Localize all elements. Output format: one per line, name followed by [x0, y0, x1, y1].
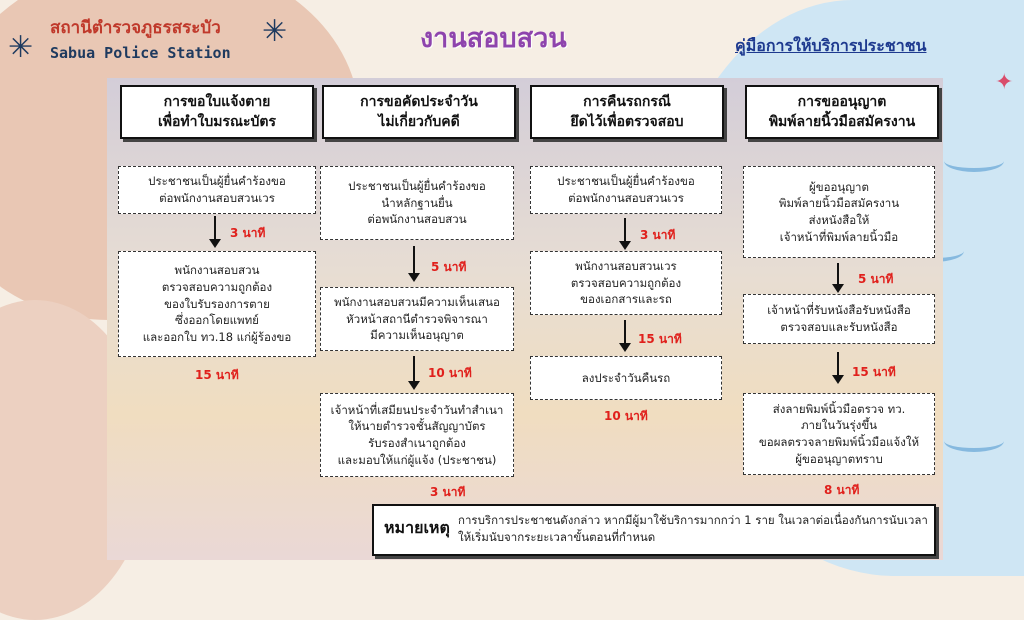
note-box [372, 504, 936, 556]
time-label: 15 นาที [638, 332, 682, 346]
time-label: 5 นาที [431, 260, 467, 274]
flow-step: เจ้าหน้าที่เสมียนประจำวันทำสำเนา ให้นายตำรวจชั้นสัญญาบัตร รับรองสำเนาถูกต้อง และมอบให้แก่ผู้แจ้ง (ประชาชน) [320, 393, 514, 477]
flow-arrow [837, 352, 839, 376]
flow-step: ส่งลายพิมพ์นิ้วมือตรวจ ทว. ภายในวันรุ่งขึ้น ขอผลตรวจลายพิมพ์นิ้วมือแจ้งให้ ผู้ขออนุญาตทราบ [743, 393, 935, 475]
wave-decoration [944, 150, 1004, 172]
time-label: 15 นาที [195, 368, 239, 382]
time-label: 3 นาที [430, 485, 466, 499]
sparkle-icon: ✳ [8, 30, 34, 65]
wave-decoration [944, 430, 1004, 452]
flow-arrow [837, 263, 839, 285]
sparkle-icon: ✳ [262, 14, 288, 49]
column-title: การขอใบแจ้งตาย เพื่อทำใบมรณะบัตร [120, 85, 314, 139]
flow-arrow [413, 246, 415, 274]
time-label: 15 นาที [852, 365, 896, 379]
time-label: 10 นาที [604, 409, 648, 423]
sparkle-icon: ✦ [995, 70, 1014, 95]
flow-step: ประชาชนเป็นผู้ยื่นคำร้องขอ นำหลักฐานยื่น ต่อพนักงานสอบสวน [320, 166, 514, 240]
time-label: 3 นาที [640, 228, 676, 242]
column-title: การขออนุญาต พิมพ์ลายนิ้วมือสมัครงาน [745, 85, 939, 139]
manual-title: คู่มือการให้บริการประชาชน [735, 36, 927, 55]
page-title: งานสอบสวน [420, 23, 567, 54]
note-label: หมายเหตุ [384, 518, 450, 537]
flow-step: พนักงานสอบสวน ตรวจสอบความถูกต้อง ของใบรับรองการตาย ซึ่งออกโดยแพทย์ และออกใบ ทว.18 แก่ผู้ร้องขอ [118, 251, 316, 357]
flow-arrow [413, 356, 415, 382]
flow-arrow [624, 218, 626, 242]
flow-arrow [214, 216, 216, 240]
flow-step: พนักงานสอบสวนมีความเห็นเสนอ หัวหน้าสถานีตำรวจพิจารณา มีความเห็นอนุญาต [320, 287, 514, 351]
time-label: 5 นาที [858, 272, 894, 286]
flow-arrow [624, 320, 626, 344]
flow-step: เจ้าหน้าที่รับหนังสือรับหนังสือ ตรวจสอบและรับหนังสือ [743, 294, 935, 344]
station-name-en: Sabua Police Station [50, 44, 231, 62]
time-label: 3 นาที [230, 226, 266, 240]
station-name: สถานีตำรวจภูธรสระบัว [50, 18, 221, 38]
flow-step: ประชาชนเป็นผู้ยื่นคำร้องขอ ต่อพนักงานสอบสวนเวร [530, 166, 722, 214]
time-label: 10 นาที [428, 366, 472, 380]
column-title: การขอคัดประจำวัน ไม่เกี่ยวกับคดี [322, 85, 516, 139]
note-text: การบริการประชาชนดังกล่าว หากมีผู้มาใช้บริการมากกว่า 1 ราย ในเวลาต่อเนื่องกันการนับเวลาให้เริ่มนับจากระยะเวลาขั้นตอนที่กำหนด [458, 513, 928, 545]
flow-step: ลงประจำวันคืนรถ [530, 356, 722, 400]
flow-step: ผู้ขออนุญาต พิมพ์ลายนิ้วมือสมัครงาน ส่งหนังสือให้ เจ้าหน้าที่พิมพ์ลายนิ้วมือ [743, 166, 935, 258]
time-label: 8 นาที [824, 483, 860, 497]
flow-step: พนักงานสอบสวนเวร ตรวจสอบความถูกต้อง ของเอกสารและรถ [530, 251, 722, 315]
column-title: การคืนรถกรณี ยึดไว้เพื่อตรวจสอบ [530, 85, 724, 139]
flow-step: ประชาชนเป็นผู้ยื่นคำร้องขอ ต่อพนักงานสอบสวนเวร [118, 166, 316, 214]
